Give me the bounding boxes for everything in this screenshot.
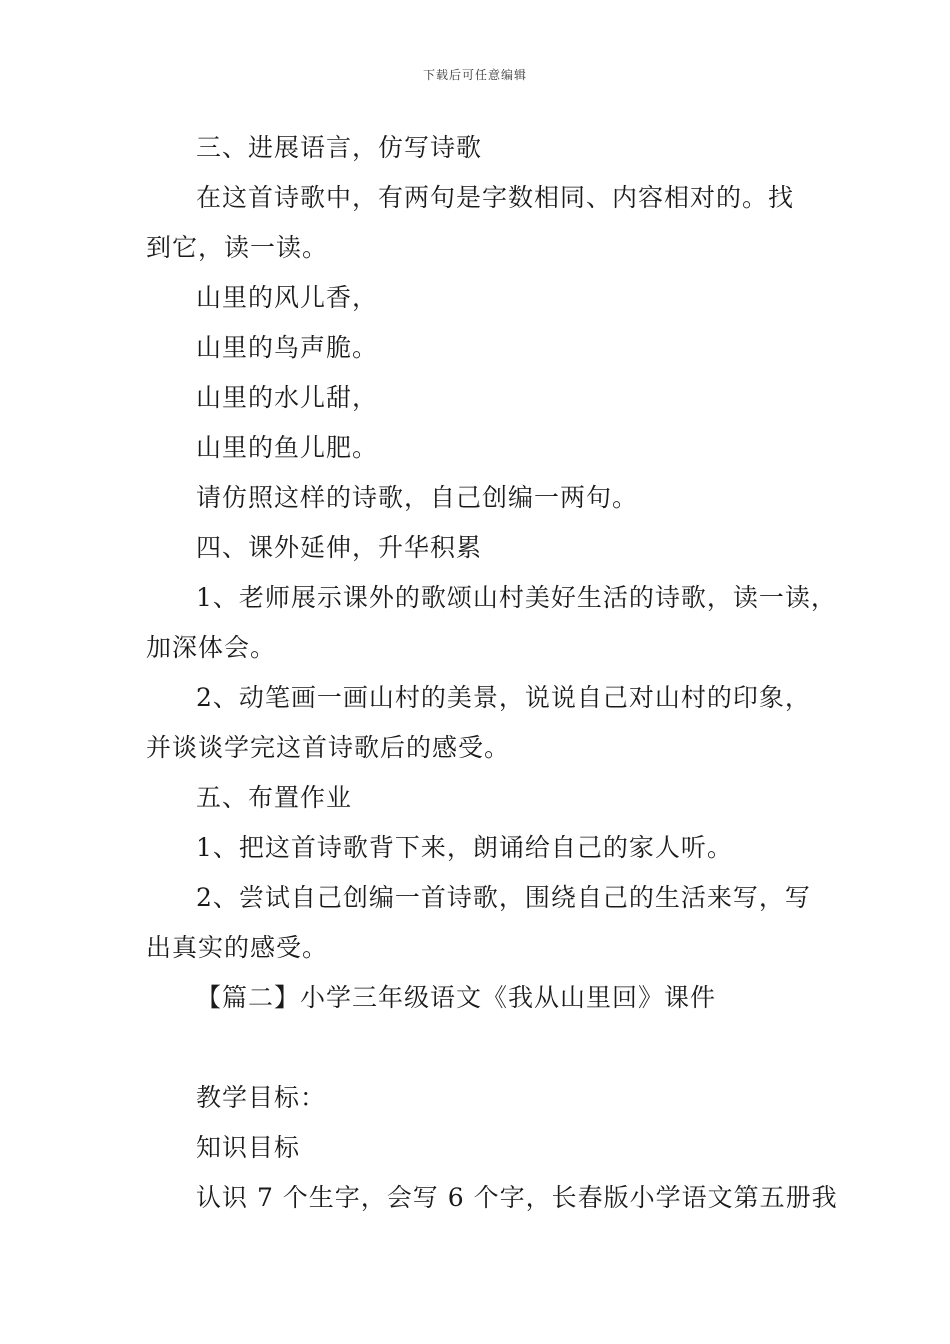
- poem-line: 山里的风儿香，: [196, 283, 379, 312]
- paragraph-line: 认识 7 个生字，会写 6 个字，长春版小学语文第五册我: [196, 1183, 838, 1212]
- paragraph-line: 出真实的感受。: [146, 933, 329, 962]
- page-header: 下载后可任意编辑: [422, 68, 527, 82]
- teaching-goals-heading: 教学目标：: [196, 1083, 327, 1112]
- chapter-title: 【篇二】小学三年级语文《我从山里回》课件: [196, 983, 717, 1012]
- paragraph-line: 在这首诗歌中，有两句是字数相同、内容相对的。找: [196, 183, 795, 212]
- poem-line: 山里的鸟声脆。: [196, 333, 379, 362]
- paragraph-line: 2、尝试自己创编一首诗歌，围绕自己的生活来写，写: [196, 883, 811, 912]
- poem-line: 山里的水儿甜，: [196, 383, 379, 412]
- paragraph-line: 2、动笔画一画山村的美景，说说自己对山村的印象，: [196, 683, 811, 712]
- paragraph-line: 1、老师展示课外的歌颂山村美好生活的诗歌，读一读，: [196, 583, 837, 612]
- poem-line: 山里的鱼儿肥。: [196, 433, 379, 462]
- section-heading-5: 五、布置作业: [196, 783, 353, 812]
- paragraph-line: 加深体会。: [146, 633, 277, 662]
- knowledge-goals-heading: 知识目标: [196, 1133, 301, 1162]
- paragraph-line: 请仿照这样的诗歌，自己创编一两句。: [196, 483, 639, 512]
- section-heading-4: 四、课外延伸，升华积累: [196, 533, 483, 562]
- paragraph-line: 到它，读一读。: [146, 233, 329, 262]
- paragraph-line: 并谈谈学完这首诗歌后的感受。: [146, 733, 511, 762]
- section-heading-3: 三、进展语言，仿写诗歌: [196, 133, 483, 162]
- paragraph-line: 1、把这首诗歌背下来，朗诵给自己的家人听。: [196, 833, 733, 862]
